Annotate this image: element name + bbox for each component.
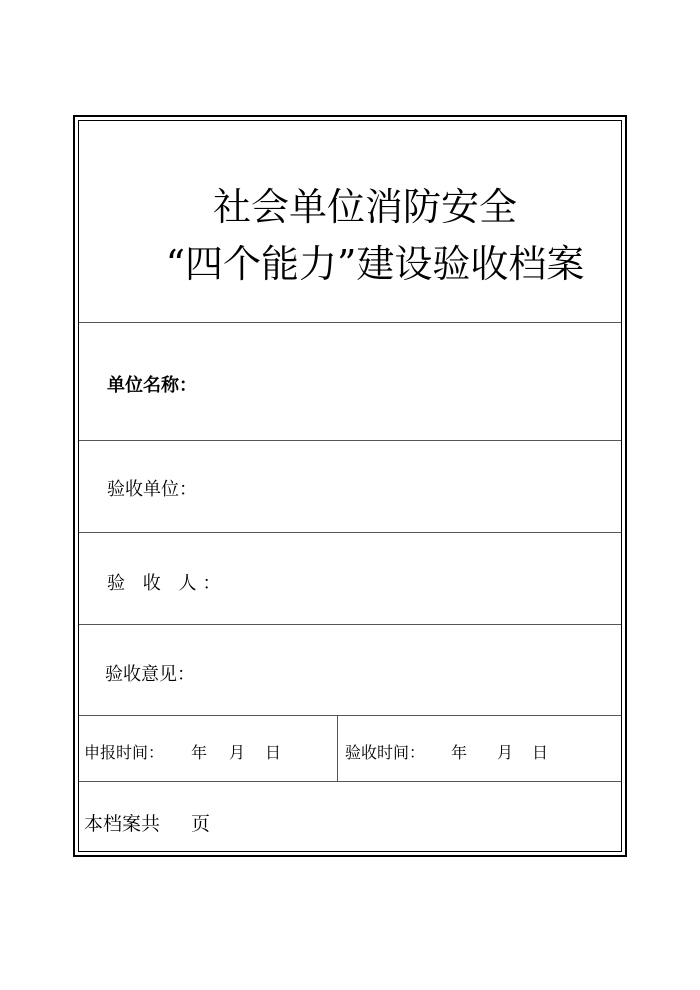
acceptance-day-label: 日 — [532, 743, 549, 762]
report-date-label: 申报时间： — [84, 743, 165, 762]
dates-row — [79, 716, 621, 782]
report-month-label: 月 — [229, 743, 246, 762]
unit-name-label: 单位名称： — [107, 375, 197, 396]
acceptance-opinion-label: 验收意见： — [105, 664, 195, 685]
report-day-label: 日 — [265, 743, 282, 762]
page-count-prefix: 本档案共 — [84, 813, 161, 835]
title-line-2: “四个能力”建设验收档案 — [165, 242, 585, 286]
acceptance-person-row[interactable] — [79, 533, 621, 625]
report-year-label: 年 — [191, 743, 208, 762]
acceptance-date-label: 验收时间： — [345, 743, 426, 762]
title-line-1: 社会单位消防安全 — [212, 185, 517, 229]
report-date-cell[interactable] — [79, 716, 338, 781]
acceptance-person-label: 验 收 人： — [107, 573, 227, 594]
acceptance-unit-label: 验收单位： — [107, 479, 197, 500]
form-table — [78, 120, 622, 852]
page-count-suffix: 页 — [191, 813, 211, 835]
acceptance-date-cell[interactable] — [337, 716, 621, 781]
acceptance-year-label: 年 — [451, 743, 468, 762]
acceptance-unit-row[interactable] — [79, 441, 621, 533]
unit-name-row[interactable] — [79, 323, 621, 441]
acceptance-month-label: 月 — [497, 743, 514, 762]
title-section — [79, 121, 621, 323]
acceptance-opinion-row[interactable] — [79, 625, 621, 716]
document-frame — [73, 115, 627, 857]
page-count-row[interactable] — [79, 782, 621, 855]
